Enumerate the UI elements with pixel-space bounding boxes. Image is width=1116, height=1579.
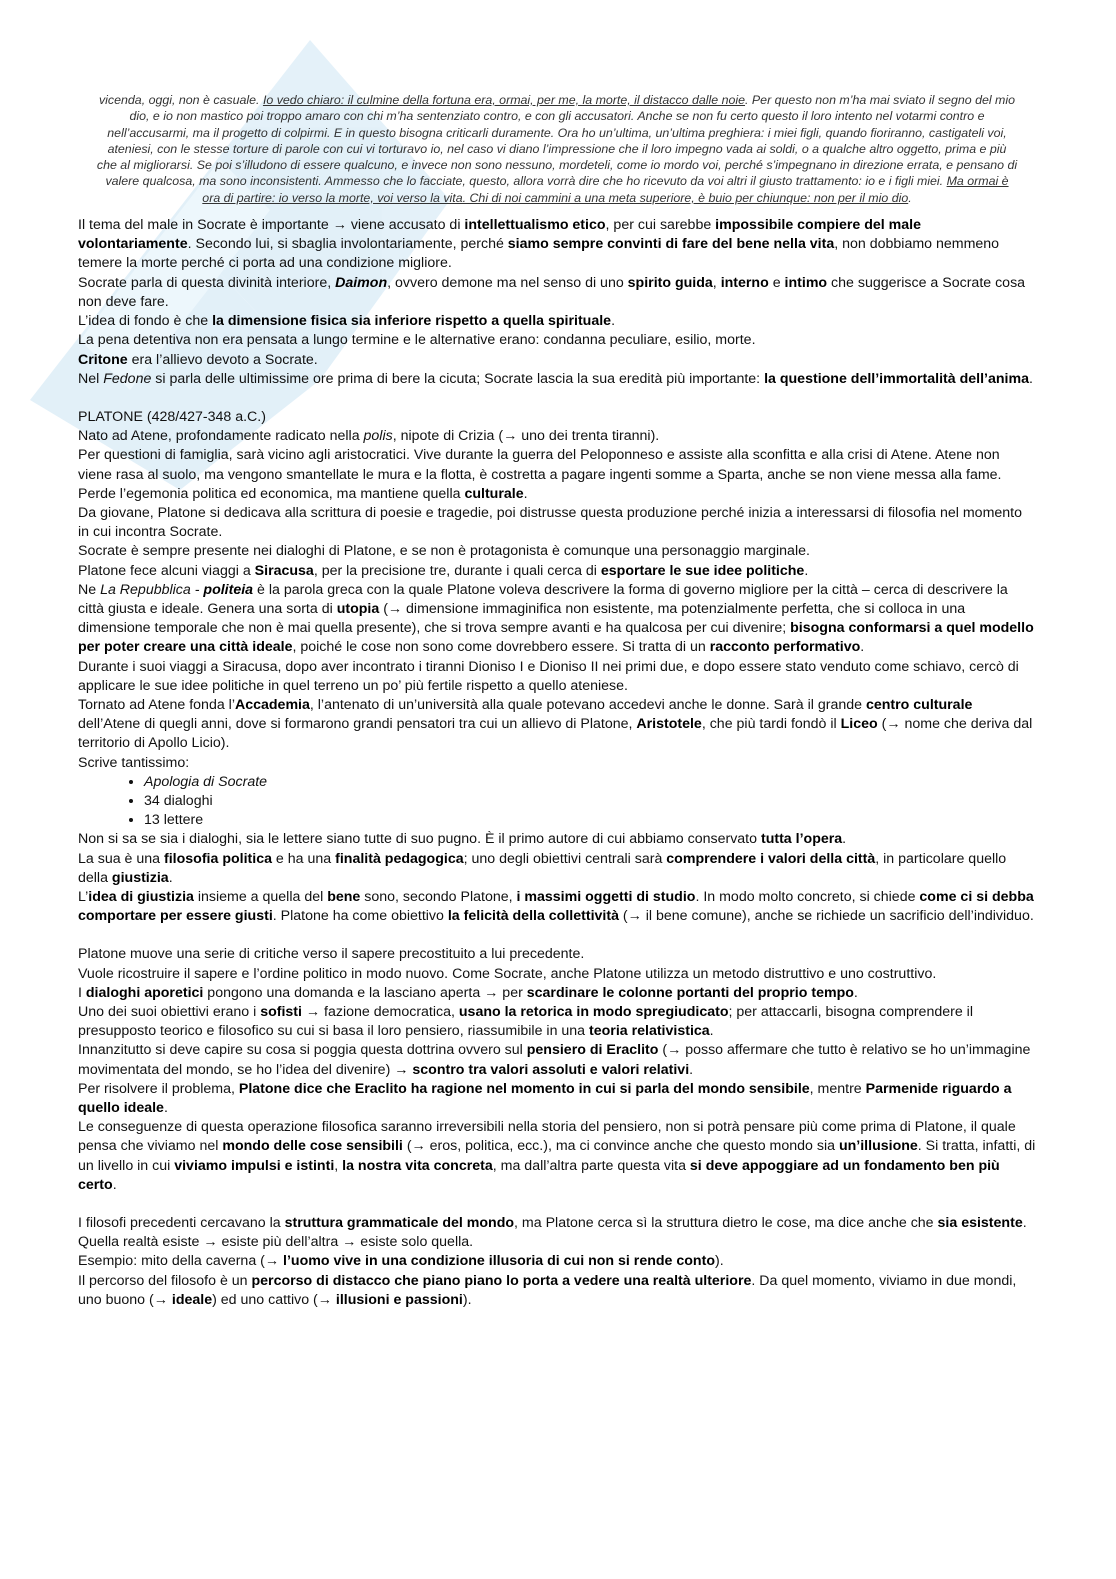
paragraph: Da giovane, Platone si dedicava alla scrittura di poesie e tragedie, poi distrusse questa produzione perché inizia a interessarsi di filosofia nel momento in cui incontra Socrate. (78, 504, 1023, 541)
paragraph: Uno dei suoi obiettivi erano i sofisti → fazione democratica, usano la retorica in modo spregiudicato; per attaccarli, bisogna comprendere il presupposto teorico e filosofico su cui si basa il loro pensiero, riassumibile in una teoria relativistica. (78, 1004, 973, 1040)
paragraph: Le conseguenze di questa operazione filosofica saranno irreversibili nella storia del pensiero, non si potrà pensare più come prima di Platone, il quale pensa che viviamo nel mondo delle cose sensibili (→ eros, politica, ecc.), ma ci convince anche che questo mondo sia un’illusione. Si tratta, infatti, di un livello in cui viviamo impulsi e istinti, la nostra vita concreta, ma dall’altra parte questa vita si deve appoggiare ad un fondamento ben più certo. (78, 1119, 1036, 1193)
paragraph: Critone era l’allievo devoto a Socrate. (78, 351, 318, 368)
paragraph: Il percorso del filosofo è un percorso di distacco che piano piano lo porta a vedere una realtà ulteriore. Da quel momento, viviamo in due mondi, uno buono (→ ideale) ed uno cattivo (→ illusioni e passioni). (78, 1272, 1017, 1308)
paragraph: Il tema del male in Socrate è importante → viene accusato di intellettualismo etico, per cui sarebbe impossibile compiere del male volontariamente. Secondo lui, si sbaglia involontariamente, perché siamo sempre convinti di fare del bene nella vita, non dobbiamo nemmeno temere la morte perché ci porta ad una condizione migliore. (78, 217, 1000, 272)
paragraph: Per risolvere il problema, Platone dice che Eraclito ha ragione nel momento in cui si parla del mondo sensibile, mentre Parmenide riguardo a quello ideale. (78, 1080, 1012, 1117)
paragraph: Socrate parla di questa divinità interiore, Daimon, ovvero demone ma nel senso di uno spirito guida, interno e intimo che suggerisce a Socrate cosa non deve fare. (78, 274, 1026, 310)
paragraph: Socrate è sempre presente nei dialoghi di Platone, e se non è protagonista è comunque una personaggio marginale. (78, 543, 810, 560)
paragraph: Vuole ricostruire il sapere e l’ordine politico in modo nuovo. Come Socrate, anche Platone utilizza un metodo distruttivo e uno costruttivo. (78, 965, 937, 982)
paragraph: L’idea di giustizia insieme a quella del bene sono, secondo Platone, i massimi oggetti di studio. In modo molto concreto, si chiede come ci si debba comportare per essere giusti. Platone ha come obiettivo la felicità della collettività (→ il bene comune), anche se richiede un sacrificio dell’individuo. (78, 888, 1034, 925)
paragraph: Quella realtà esiste → esiste più dell’altra → esiste solo quella. (78, 1234, 474, 1251)
list-item: • Apologia di Socrate (144, 773, 1036, 792)
paragraph: Per questioni di famiglia, sarà vicino agli aristocratici. Vive durante la guerra del Peloponneso e assiste alla sconfitta e alla crisi di Atene. Atene non viene rasa al suolo, ma vengono smantellate le mura e la flotta, è costretta a pagare ingenti somme a Sparta, anche se non viene messa alla fame. Perde l’egemonia politica ed economica, ma mantiene quella culturale. (78, 447, 1002, 502)
section-heading: PLATONE (428/427-348 a.C.) (78, 408, 266, 425)
document-page (78, 92, 1036, 1310)
paragraph: L’idea di fondo è che la dimensione fisica sia inferiore rispetto a quella spirituale. (78, 313, 616, 330)
paragraph: Ne La Repubblica - politeia è la parola greca con la quale Platone voleva descrivere la forma di governo migliore per la città – cerca di descrivere la città giusta e ideale. Genera una sorta di utopia (→ dimensione immaginifica non esistente, ma potenzialmente perfetta, che si colloca in una dimensione temporale che non è mai quella presente), che si trova sempre avanti e ha qualcosa per cui divenire; bisogna conformarsi a quel modello per poter creare una città ideale, poiché le cose non sono come dovrebbero essere. Si tratta di un racconto performativo. (78, 581, 1034, 656)
list-item: • 34 dialoghi (144, 792, 1036, 811)
paragraph: I filosofi precedenti cercavano la struttura grammaticale del mondo, ma Platone cerca sì la struttura dietro le cose, ma dice anche che sia esistente. (78, 1215, 1027, 1232)
paragraph: Platone fece alcuni viaggi a Siracusa, per la precisione tre, durante i quali cerca di esportare le sue idee politiche. (78, 562, 809, 579)
paragraph: Esempio: mito della caverna (→ l’uomo vive in una condizione illusoria di cui non si rende conto). (78, 1253, 724, 1270)
paragraph: Scrive tantissimo: (78, 754, 190, 771)
paragraph: Innanzitutto si deve capire su cosa si poggia questa dottrina ovvero sul pensiero di Eraclito (→ posso affermare che tutto è relativo se ho un’immagine movimentata del mondo, se ho l’idea del divenire) → scontro tra valori assoluti e valori relativi. (78, 1042, 1031, 1078)
paragraph: Tornato ad Atene fonda l’Accademia, l’antenato di un’università alla quale potevano accedevi anche le donne. Sarà il grande centro culturale dell’Atene di quegli anni, dove si formarono grandi pensatori tra cui un allievo di Platone, Aristotele, che più tardi fondò il Liceo (→ nome che deriva dal territorio di Apollo Licio). (78, 696, 1033, 752)
document-body (78, 216, 1036, 1310)
paragraph: La pena detentiva non era pensata a lungo termine e le alternative erano: condanna peculiare, esilio, morte. (78, 332, 756, 349)
list-item: • 13 lettere (144, 811, 1036, 830)
paragraph: Durante i suoi viaggi a Siracusa, dopo aver incontrato i tiranni Dioniso I e Dioniso II nei primi due, e dopo essere stato venduto come schiavo, cercò di applicare le sue idee politiche in quel terreno un po’ più fertile rispetto a quello ateniese. (78, 658, 1019, 694)
works-list (78, 773, 1036, 831)
paragraph: Nato ad Atene, profondamente radicato nella polis, nipote di Crizia (→ uno dei trenta tiranni). (78, 428, 660, 445)
paragraph: Non si sa se sia i dialoghi, sia le lettere siano tutte di suo pugno. È il primo autore di cui abbiamo conservato tutta l’opera. (78, 831, 847, 848)
paragraph: Nel Fedone si parla delle ultimissime ore prima di bere la cicuta; Socrate lascia la sua eredità più importante: la questione dell’immortalità dell’anima. (78, 370, 1033, 387)
apologia-quote: vicenda, oggi, non è casuale. Io vedo chiaro: il culmine della fortuna era, ormai, per me, la morte, il distacco dalle noie. Per questo non m’ha mai sviato il segno del mio dio, e io non mastico poi troppo amaro con chi m’ha sentenziato contro, e con gli accusatori. Anche se non fu certo questo il loro intento nel votarmi contro e nell’accusarmi, ma il progetto di colpirmi. E in questo bisogna criticarli duramente. Ora ho un’ultima, un’ultima preghiera: i miei figli, quando fioriranno, castigateli voi, ateniesi, con le stesse torture di parole con cui vi torturavo io, nel caso vi diano l’impressione che il loro impegno vada ai soldi, o a qualche altro oggetto, prima e più che al migliorarsi. Se poi s’illudono di essere qualcuno, e invece non sono nessuno, mordeteli, come io mordo voi, perché s’impegnano in direzione errata, e pensano di valere qualcosa, ma sono inconsistenti. Ammesso che lo facciate, questo, allora vorrà dire che ho ricevuto da voi altri il giusto trattamento: io e i figli miei. Ma ormai è ora di partire: io verso la morte, voi verso la vita. Chi di noi cammini a una meta superiore, è buio per chiunque: non per il mio dio. (96, 93, 1018, 205)
paragraph: Platone muove una serie di critiche verso il sapere precostituito a lui precedente. (78, 946, 585, 963)
paragraph: La sua è una filosofia politica e ha una finalità pedagogica; uno degli obiettivi centrali sarà comprendere i valori della città, in particolare quello della giustizia. (78, 850, 1007, 886)
paragraph: I dialoghi aporetici pongono una domanda e la lasciano aperta → per scardinare le colonne portanti del proprio tempo. (78, 984, 858, 1001)
